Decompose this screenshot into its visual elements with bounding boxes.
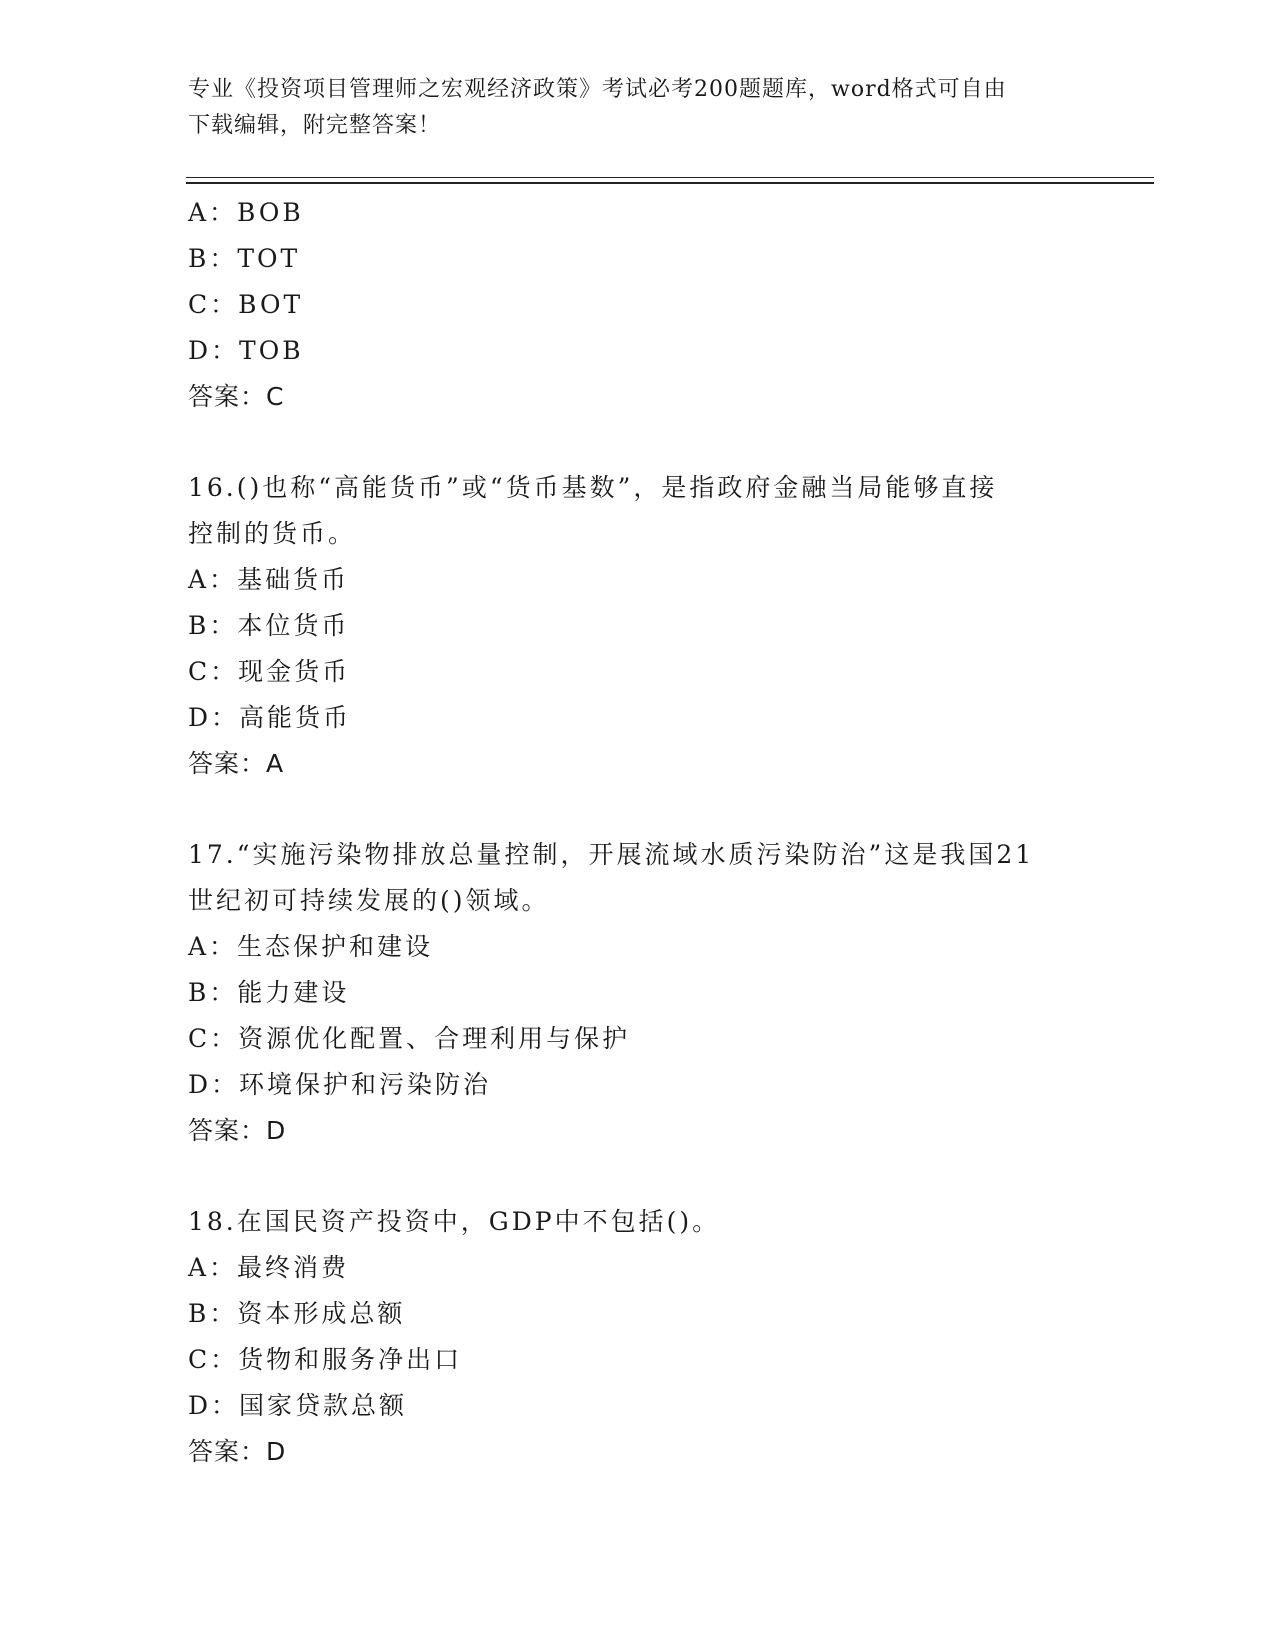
answer-line: 答案：D bbox=[188, 1437, 287, 1466]
option-b: B：TOT bbox=[188, 244, 301, 273]
question-block-15 bbox=[188, 190, 1118, 420]
answer-line: 答案：C bbox=[188, 382, 285, 411]
option-c: C：资源优化配置、合理利用与保护 bbox=[188, 1024, 631, 1053]
option-d: D：高能货币 bbox=[188, 703, 352, 732]
option-b: B：本位货币 bbox=[188, 611, 350, 640]
option-a: A：BOB bbox=[188, 198, 304, 227]
spacer bbox=[188, 787, 1118, 832]
question-stem-line-1: 17.“实施污染物排放总量控制，开展流域水质污染防治”这是我国21 bbox=[188, 840, 1035, 869]
option-d: D：TOB bbox=[188, 336, 304, 365]
spacer bbox=[188, 1154, 1118, 1199]
header-line-2: 下载编辑，附完整答案！ bbox=[188, 113, 442, 138]
header-divider-thick bbox=[186, 182, 1154, 184]
option-b: B：资本形成总额 bbox=[188, 1299, 406, 1328]
answer-line: 答案：D bbox=[188, 1116, 287, 1145]
question-stem-line-2: 世纪初可持续发展的()领域。 bbox=[188, 886, 550, 915]
option-c: C：货物和服务净出口 bbox=[188, 1345, 463, 1374]
option-c: C：BOT bbox=[188, 290, 304, 319]
option-a: A：生态保护和建设 bbox=[188, 932, 434, 961]
spacer bbox=[188, 420, 1118, 465]
question-block-17 bbox=[188, 832, 1118, 1154]
option-a: A：最终消费 bbox=[188, 1253, 350, 1282]
option-d: D：国家贷款总额 bbox=[188, 1391, 408, 1420]
question-stem-line-1: 16.()也称“高能货币”或“货币基数”，是指政府金融当局能够直接 bbox=[188, 473, 998, 502]
question-list bbox=[188, 190, 1118, 1475]
option-a: A：基础货币 bbox=[188, 565, 350, 594]
question-block-16 bbox=[188, 465, 1118, 787]
question-stem-line-2: 控制的货币。 bbox=[188, 519, 357, 548]
option-d: D：环境保护和污染防治 bbox=[188, 1070, 492, 1099]
option-c: C：现金货币 bbox=[188, 657, 351, 686]
answer-line: 答案：A bbox=[188, 749, 285, 778]
document-header bbox=[188, 72, 1088, 144]
question-stem-line-1: 18.在国民资产投资中，GDP中不包括()。 bbox=[188, 1207, 721, 1236]
header-line-1: 专业《投资项目管理师之宏观经济政策》考试必考200题题库，word格式可自由 bbox=[188, 77, 1007, 102]
header-divider-thin bbox=[186, 177, 1154, 178]
option-b: B：能力建设 bbox=[188, 978, 350, 1007]
question-block-18 bbox=[188, 1199, 1118, 1475]
